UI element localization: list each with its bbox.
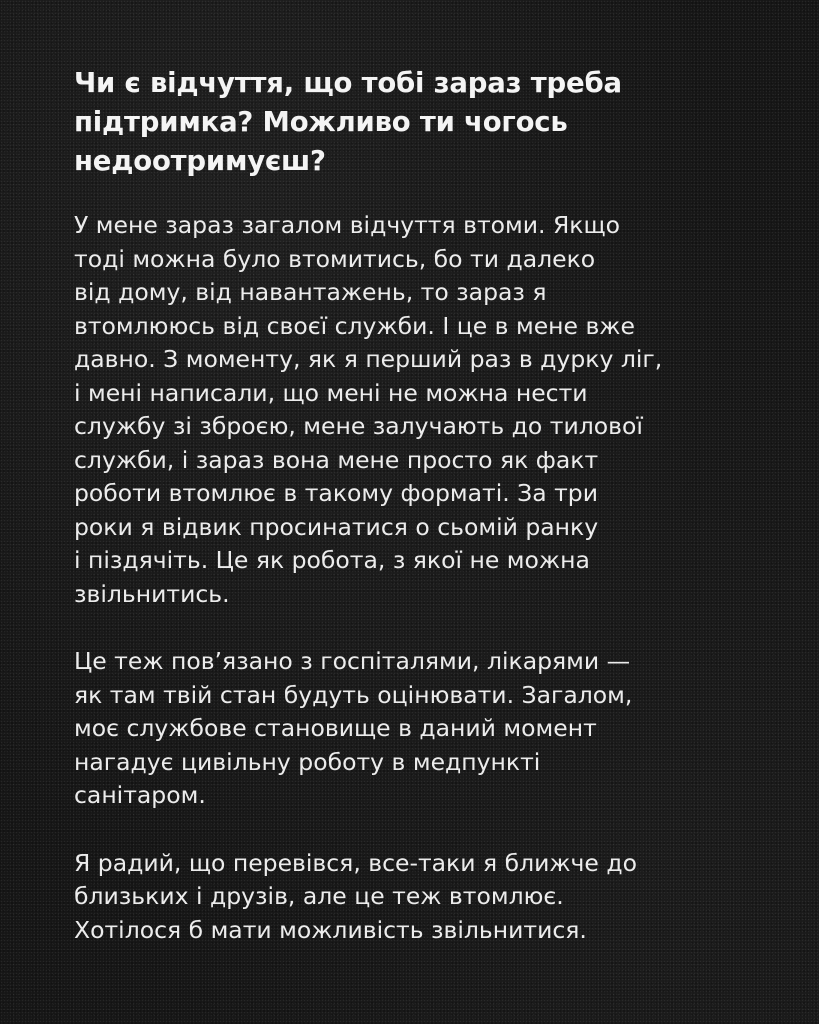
question-heading: Чи є відчуття, що тобі зараз треба підтримка? Можливо ти чогось недоотримуєш? bbox=[74, 67, 622, 177]
answer-paragraph-1: У мене зараз загалом відчуття втоми. Якщо тоді можна було втомитись, бо ти далеко від дому, від навантажень, то зараз я втомлююсь від своєї служби. І це в мене вже давно. З моменту, як я перший раз в дурку ліг, і мені написали, що мені не можна нести службу зі зброєю, мене залучають до тилової служби, і зараз вона мене просто як факт роботи втомлює в такому форматі. За три роки я відвик просинатися о сьомій ранку і піздячіть. Це як робота, з якої не можна звільнитись. bbox=[74, 211, 663, 608]
card-content bbox=[74, 64, 754, 947]
answer-paragraph-3: Я радий, що перевівся, все-таки я ближче до близьких і друзів, але це теж втомлює. Хотілося б мати можливість звільнитися. bbox=[74, 848, 637, 944]
answer-paragraph-2: Це теж пов’язано з госпіталями, лікарями — як там твій стан будуть оцінювати. Загалом, моє службове становище в даний момент нагадує цивільну роботу в медпункті санітаром. bbox=[74, 647, 633, 809]
